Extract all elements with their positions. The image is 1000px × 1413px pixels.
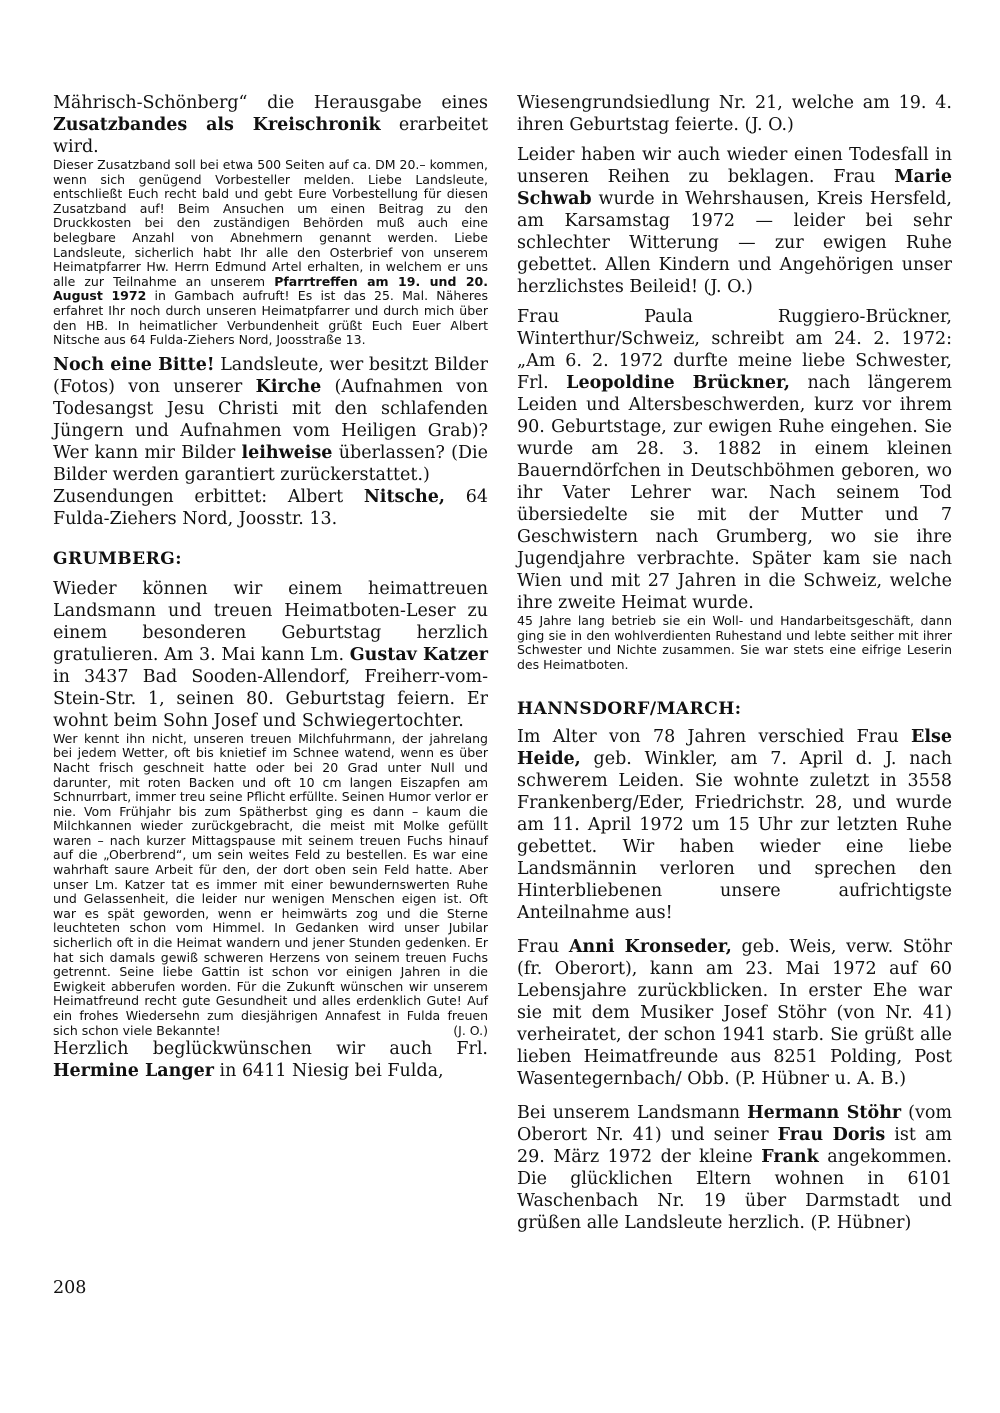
- bold-text: Marie Schwab: [517, 167, 952, 209]
- bold-text: Pfarrtreffen am 19. und 20. August 1972: [53, 273, 488, 304]
- bold-text: Kirche: [255, 376, 322, 397]
- text: 45 Jahre lang betrieb sie ein Woll- und Handarbeitsgeschäft, dann ging sie in den wohlverdienten Ruhestand und lebte seither mit ihrer Schwester und Nichte zusammen. Sie war stets eine eifrige Leserin des Heimatboten.: [517, 613, 952, 672]
- bold-text: Nitsche,: [363, 486, 445, 507]
- small-paragraph-preorder: [53, 158, 488, 348]
- paragraph-kronseder: [517, 936, 952, 1090]
- paragraph-heide: [517, 726, 952, 924]
- bold-text: Zusatzbandes als Kreischronik: [53, 115, 381, 135]
- paragraph-schwab: [517, 144, 952, 298]
- text: in 3437 Bad Sooden-Allendorf, Freiherr-vom-Stein-Str. 1, seinen 80. Geburtstag feiern. Er wohnt beim Sohn Josef und Schwiegertochter.: [53, 666, 488, 731]
- text: wurde in Wehrshausen, Kreis Hersfeld, am Karsamstag 1972 — leider bei sehr schlechter Witterung — zur ewigen Ruhe gebettet. Allen Kindern und Angehörigen unser herzlichstes Beileid! (J. O.): [517, 189, 952, 297]
- text: Im Alter von 78 Jahren verschied Frau: [517, 727, 912, 748]
- right-column: [517, 92, 952, 1234]
- paragraph-brueckner: [517, 306, 952, 614]
- text: überlassen? (Die Bilder werden garantiert zurückerstattet.): [53, 442, 488, 485]
- bold-text: Anni Kronseder,: [568, 937, 732, 958]
- text: Wiesengrundsiedlung Nr. 21, welche am 19. 4. ihren Geburtstag feierte. (J. O.): [517, 93, 952, 135]
- paragraph-request: [53, 354, 488, 486]
- paragraph-contact: [53, 486, 488, 530]
- text: Zusendungen erbittet: Albert: [53, 486, 364, 507]
- text: Herzlich beglückwünschen wir auch Frl.: [53, 1039, 488, 1060]
- bold-text: Leopoldine Brückner,: [566, 373, 791, 393]
- text: Bei unserem Landsmann: [517, 1103, 748, 1124]
- text: geb. Winkler, am 7. April d. J. nach schwerem Leiden. Sie wohnte zuletzt in 3558 Frankenberg/Eder, Friedrichstr. 28, und wurde am 11. April 1972 um 15 Uhr zur letzten Ruhe gebettet. Wir haben wieder eine liebe Landsmännin verloren und sprechen den Hinterbliebenen unsere aufrichtigste Anteilnahme aus!: [517, 749, 952, 924]
- text: Wer kennt ihn nicht, unseren treuen Milchfuhrmann, der jahrelang bei jedem Wetter, oft bis knietief im Schnee watend, wenn es über Nacht frisch geschneit hatte oder bei 20 Grad unter Null und darunter, mit roten Backen und oft 10 cm langen Eiszapfen am Schnurrbart, immer treu seine Pflicht erfüllte. Seinen Humor verlor er nie. Vom Frühjahr bis zum Spätherbst ging es dann – kaum die Milchkannen wieder zurückgebracht, die meist mit Molke gefüllt waren – nach kurzer Mittagspause mit seinem treuen Fuchs hinauf auf die „Oberbrend“, um sein weites Feld zu bestellen. Es war eine wahrhaft saure Arbeit für den, der dort oben sein Feld hatte. Aber unser Lm. Katzer tat es immer mit einer bewundernswerten Ruhe und Gelassenheit, die leider nur wenigen Menschen eigen ist. Oft war es spät geworden, wenn er heimwärts zog und die Sterne leuchteten schon vom Himmel. In Gedanken wird unser Jubilar sicherlich oft in die Heimat wandern und jener Stunden gedenken. Er hat sich damals gewiß schweren Herzens von seinem treuen Fuchs getrennt. Seine liebe Gattin ist schon vor einigen Jahren in die Ewigkeit abberufen worden. Für die Zukunft wünschen wir unserem Heimatfreund recht gute Gesundheit und alles erdenklich Gute! Auf ein frohes Wiedersehn zum diesjährigen Annafest in Fulda freuen sich schon viele Bekannte!: [53, 730, 488, 1038]
- signature: (J. O.): [453, 1022, 488, 1038]
- bold-text: Frau Doris: [777, 1125, 886, 1146]
- bold-text: Gustav Katzer: [349, 644, 488, 665]
- text: in 6411 Niesig bei Fulda,: [213, 1061, 444, 1082]
- text: Mährisch-Schönberg“ die Herausgabe eines: [53, 93, 488, 113]
- paragraph-chronicle: [53, 92, 488, 158]
- text: Leider haben wir auch wieder einen Todesfall in unseren Reihen zu beklagen. Frau: [517, 145, 952, 187]
- text: 64 Fulda-Ziehers Nord, Joosstr. 13.: [53, 486, 488, 529]
- paragraph-langer: [53, 1038, 488, 1082]
- section-heading-grumberg: GRUMBERG:: [53, 548, 183, 569]
- bold-text: Else Heide,: [517, 727, 952, 770]
- text: (vom Oberort Nr. 41) und seiner: [517, 1103, 952, 1146]
- text: in Gambach aufruft! Es ist das 25. Mal. Näheres erfahret Ihr noch durch unseren Heimatpfarrer und durch mich über den HB. In heimatlicher Verbundenheit grüßt Euch Euer Albert Nitsche aus 64 Fulda-Ziehers Nord, Joosstraße 13.: [53, 288, 488, 348]
- page-number: 208: [53, 1278, 87, 1298]
- text: Frau Paula Ruggiero-Brückner, Winterthur/Schweiz, schreibt am 24. 2. 1972: „Am 6. 2. 1972 durfte meine liebe Schwester, Frl.: [517, 307, 952, 393]
- text: angekommen. Die glücklichen Eltern wohnen in 6101 Waschenbach Nr. 19 über Darmstadt und grüßen alle Landsleute herzlich. (P. Hübner): [517, 1147, 952, 1234]
- bold-text: Hermine Langer: [53, 1061, 214, 1082]
- bold-text: Frank: [761, 1147, 819, 1168]
- small-paragraph-brueckner: [517, 614, 952, 672]
- text: (Aufnahmen von Todesangst Jesu Christi mit den schlafenden Jüngern und Aufnahmen vom Heiligen Grab)? Wer kann mir Bilder: [53, 376, 488, 463]
- text: Dieser Zusatzband soll bei etwa 500 Seiten auf ca. DM 20.– kommen, wenn sich genügend Vorbesteller melden. Liebe Landsleute, entschließt Euch recht bald und gebt Eure Vorbestellung für diesen Zusatzband auf! Beim Ansuchen um einen Beitrag zu den Druckkosten bei den zuständigen Behörden muß auch eine belegbare Anzahl von Abnehmern genannt werden. Liebe Landsleute, sicherlich habt Ihr alle den Osterbrief von unserem Heimatpfarrer Hw. Herrn Edmund Artel erhalten, in welchem er uns alle zur Teilnahme an unserem: [53, 157, 488, 289]
- text: Wieder können wir einem heimattreuen Landsmann und treuen Heimatboten-Leser zu einem besonderen Geburtstag herzlich gratulieren. Am 3. Mai kann Lm.: [53, 578, 488, 665]
- section-heading-hannsdorf: HANNSDORF/MARCH:: [517, 699, 742, 720]
- paragraph-wiesengrund: [517, 92, 952, 136]
- left-column: [53, 92, 488, 1082]
- text: Frau: [517, 937, 569, 958]
- text: nach längerem Leiden und Altersbeschwerden, kurz vor ihrem 90. Geburtstage, zur ewigen Ruhe eingehen. Sie wurde am 28. 3. 1882 in einem kleinen Bauerndörfchen in Deutschböhmen geboren, wo ihr Vater Lehrer war. Nach seinem Tod übersiedelte sie mit der Mutter und 7 Geschwistern nach Grumberg, wo sie ihre Jugendjahre verbrachte. Später kam sie nach Wien und mit 27 Jahren in die Schweiz, welche ihre zweite Heimat wurde.: [517, 373, 952, 613]
- text: erarbeitet wird.: [53, 115, 488, 157]
- paragraph-birthday-katzer: [53, 578, 488, 732]
- small-paragraph-katzer: [53, 732, 488, 1038]
- text: Landsleute, wer besitzt Bilder (Fotos) von unserer: [53, 354, 488, 397]
- bold-text: Noch eine Bitte!: [53, 354, 215, 375]
- text: ist am 29. März 1972 der kleine: [517, 1125, 953, 1168]
- bold-text: leihweise: [241, 442, 333, 463]
- bold-text: Hermann Stöhr: [747, 1103, 902, 1124]
- text: geb. Weis, verw. Stöhr (fr. Oberort), kann am 23. Mai 1972 auf 60 Lebensjahre zurückblicken. In erster Ehe war sie mit dem Musiker Josef Stöhr (von Nr. 41) verheiratet, der schon 1941 starb. Sie grüßt alle lieben Heimatfreunde aus 8251 Polding, Post Wasentegernbach/ Obb. (P. Hübner u. A. B.): [517, 937, 952, 1090]
- paragraph-stoehr: [517, 1102, 952, 1234]
